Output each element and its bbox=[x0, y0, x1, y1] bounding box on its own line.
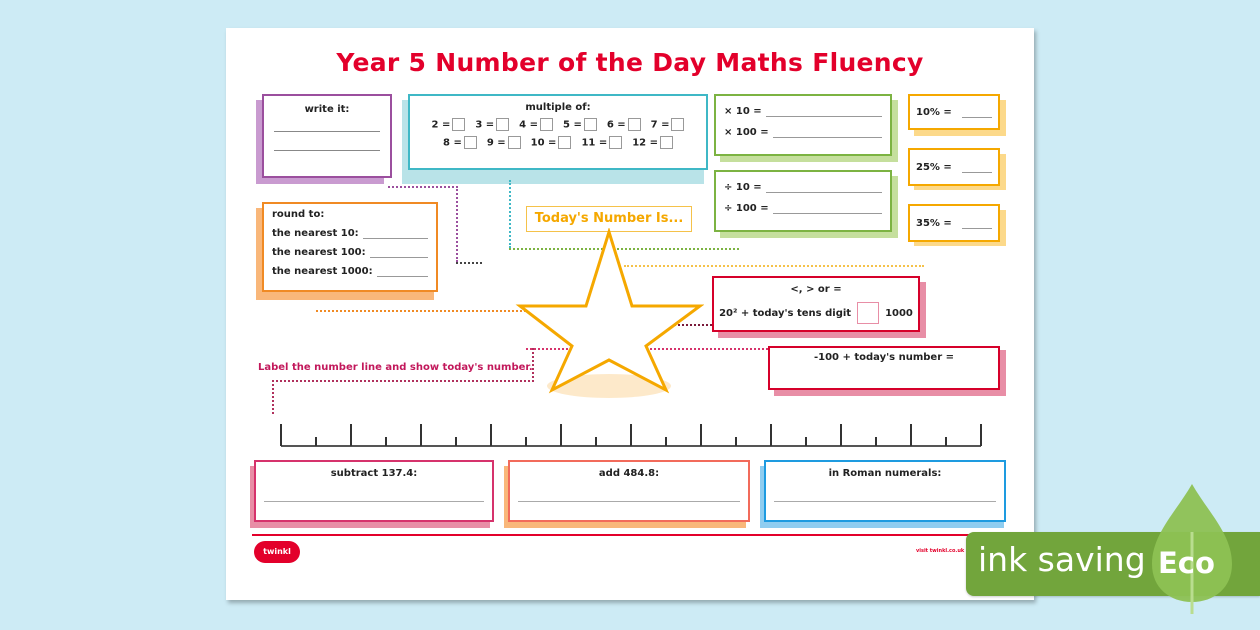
connector-dots bbox=[509, 180, 511, 248]
multiple-label: 2 = bbox=[431, 119, 451, 131]
subtract-box bbox=[254, 460, 494, 522]
answer-line[interactable] bbox=[774, 501, 996, 502]
number-line[interactable] bbox=[280, 420, 982, 450]
answer-line[interactable] bbox=[962, 228, 992, 229]
checkbox[interactable] bbox=[584, 118, 597, 131]
eco-label: Eco bbox=[1158, 546, 1215, 580]
footer-divider bbox=[252, 534, 1008, 536]
connector-dots bbox=[456, 186, 458, 262]
multiple-label: 3 = bbox=[475, 119, 495, 131]
subtract-label: subtract 137.4: bbox=[330, 468, 418, 479]
multiple-label: 11 = bbox=[581, 137, 608, 149]
answer-line[interactable] bbox=[962, 172, 992, 173]
percent-label: 25% = bbox=[916, 162, 952, 173]
checkbox[interactable] bbox=[609, 136, 622, 149]
todays-number-label: Today's Number Is... bbox=[526, 206, 692, 232]
multiple-label: 10 = bbox=[530, 137, 557, 149]
worksheet-page bbox=[226, 28, 1034, 600]
number-line-label: Label the number line and show today's number. bbox=[258, 362, 533, 373]
percent-box-35 bbox=[908, 204, 1000, 242]
round-to-box bbox=[262, 202, 438, 292]
compare-label: <, > or = bbox=[790, 284, 842, 295]
answer-line[interactable] bbox=[766, 192, 882, 193]
percent-box-25 bbox=[908, 148, 1000, 186]
roman-label: in Roman numerals: bbox=[828, 468, 942, 479]
connector-dots bbox=[388, 186, 458, 188]
times-100-label: × 100 = bbox=[724, 127, 769, 138]
divide-10-label: ÷ 10 = bbox=[724, 182, 762, 193]
times-10-label: × 10 = bbox=[724, 106, 762, 117]
add-label: add 484.8: bbox=[598, 468, 660, 479]
round-item-label: the nearest 10: bbox=[272, 228, 359, 239]
write-it-box bbox=[262, 94, 392, 178]
multiple-of-label: multiple of: bbox=[525, 102, 591, 113]
compare-target: 1000 bbox=[885, 307, 913, 319]
checkbox[interactable] bbox=[464, 136, 477, 149]
percent-box-10 bbox=[908, 94, 1000, 130]
divide-box bbox=[714, 170, 892, 232]
round-item-label: the nearest 100: bbox=[272, 247, 366, 258]
multiple-label: 9 = bbox=[486, 137, 506, 149]
divide-100-label: ÷ 100 = bbox=[724, 203, 769, 214]
answer-line[interactable] bbox=[274, 131, 380, 132]
answer-line[interactable] bbox=[370, 257, 428, 258]
round-item-label: the nearest 1000: bbox=[272, 266, 373, 277]
answer-line[interactable] bbox=[766, 116, 882, 117]
add-box bbox=[508, 460, 750, 522]
round-to-label: round to: bbox=[272, 209, 325, 220]
answer-line[interactable] bbox=[773, 213, 882, 214]
answer-line[interactable] bbox=[363, 238, 428, 239]
connector-dots bbox=[272, 380, 534, 382]
answer-line[interactable] bbox=[962, 117, 992, 118]
answer-line[interactable] bbox=[264, 501, 484, 502]
minus-label: -100 + today's number = bbox=[813, 352, 955, 363]
write-it-label: write it: bbox=[304, 104, 350, 115]
multiply-box bbox=[714, 94, 892, 156]
multiple-label: 4 = bbox=[519, 119, 538, 131]
checkbox[interactable] bbox=[508, 136, 521, 149]
percent-label: 35% = bbox=[916, 218, 952, 229]
compare-expression: 20² + today's tens digit bbox=[719, 307, 852, 319]
multiple-label: 12 = bbox=[632, 137, 658, 149]
checkbox[interactable] bbox=[496, 118, 509, 131]
answer-line[interactable] bbox=[518, 501, 740, 502]
checkbox[interactable] bbox=[628, 118, 641, 131]
ink-saving-text: ink saving bbox=[978, 540, 1146, 579]
compare-box bbox=[712, 276, 920, 332]
answer-line[interactable] bbox=[377, 276, 428, 277]
twinkl-logo: twinkl bbox=[254, 541, 300, 563]
page-title: Year 5 Number of the Day Maths Fluency bbox=[336, 48, 924, 77]
minus-box bbox=[768, 346, 1000, 390]
percent-label: 10% = bbox=[916, 107, 952, 118]
multiple-label: 8 = bbox=[443, 137, 462, 149]
roman-box bbox=[764, 460, 1006, 522]
connector-dots bbox=[272, 380, 274, 414]
multiple-row-2 bbox=[410, 136, 706, 149]
checkbox[interactable] bbox=[452, 118, 465, 131]
multiple-of-box bbox=[408, 94, 708, 170]
connector-dots bbox=[316, 310, 526, 312]
answer-line[interactable] bbox=[773, 137, 882, 138]
multiple-label: 6 = bbox=[606, 119, 626, 131]
checkbox[interactable] bbox=[540, 118, 553, 131]
answer-line[interactable] bbox=[274, 150, 380, 151]
checkbox[interactable] bbox=[558, 136, 571, 149]
multiple-label: 7 = bbox=[650, 119, 670, 131]
compare-answer-box[interactable] bbox=[857, 302, 879, 324]
multiple-label: 5 = bbox=[563, 119, 582, 131]
star-icon bbox=[514, 228, 704, 403]
checkbox[interactable] bbox=[671, 118, 684, 131]
connector-dots bbox=[456, 262, 482, 264]
multiple-row-1 bbox=[410, 118, 706, 131]
checkbox[interactable] bbox=[660, 136, 673, 149]
footer-link[interactable]: visit twinkl.co.uk bbox=[916, 548, 965, 554]
